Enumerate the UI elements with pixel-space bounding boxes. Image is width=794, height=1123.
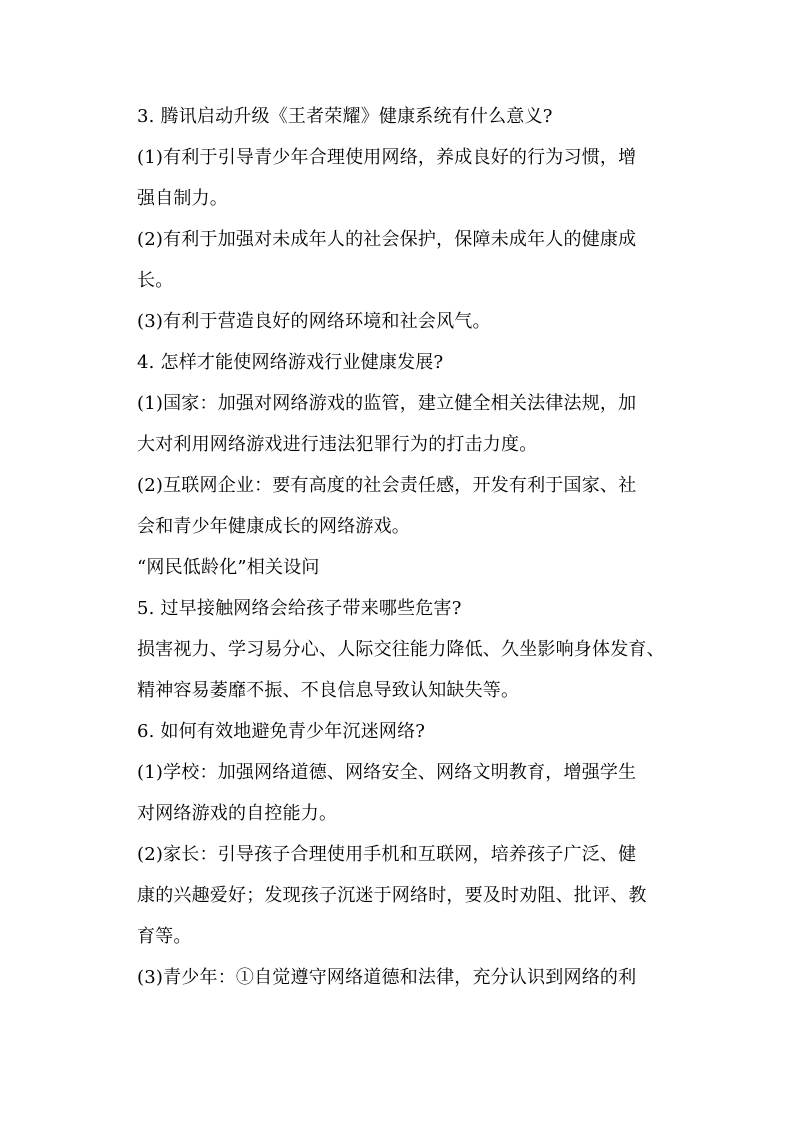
answer-4-point-2-line-1: (2)互联网企业：要有高度的社会责任感，开发有利于国家、社 [137, 475, 637, 496]
answer-3-point-2-line-2: 长。 [137, 270, 174, 291]
answer-6-point-2-line-3: 育等。 [137, 926, 192, 947]
question-5-heading: 5. 过早接触网络会给孩子带来哪些危害? [137, 598, 462, 619]
answer-5-line-1: 损害视力、学习易分心、人际交往能力降低、久坐影响身体发育、 [137, 639, 665, 660]
answer-6-point-1-line-2: 对网络游戏的自控能力。 [137, 803, 338, 824]
answer-3-point-2-line-1: (2)有利于加强对未成年人的社会保护，保障未成年人的健康成 [137, 229, 637, 250]
question-6-heading: 6. 如何有效地避免青少年沉迷网络? [137, 721, 426, 742]
answer-3-point-1-line-1: (1)有利于引导青少年合理使用网络，养成良好的行为习惯，增 [137, 147, 637, 168]
answer-6-point-1-line-1: (1)学校：加强网络道德、网络安全、网络文明教育，增强学生 [137, 762, 637, 783]
document-body [137, 96, 665, 998]
answer-4-point-1-line-1: (1)国家：加强对网络游戏的监管，建立健全相关法律法规，加 [137, 393, 637, 414]
answer-6-point-2-line-1: (2)家长：引导孩子合理使用手机和互联网，培养孩子广泛、健 [137, 844, 637, 865]
answer-6-point-2-line-2: 康的兴趣爱好；发现孩子沉迷于网络时，要及时劝阻、批评、教 [137, 885, 647, 906]
answer-4-point-1-line-2: 大对利用网络游戏进行违法犯罪行为的打击力度。 [137, 434, 538, 455]
answer-3-point-1-line-2: 强自制力。 [137, 188, 228, 209]
section-heading-netizen-age: “网民低龄化”相关设问 [137, 557, 320, 578]
answer-6-point-3-line-1: (3)青少年：①自觉遵守网络道德和法律，充分认识到网络的利 [137, 967, 637, 988]
question-3-heading: 3. 腾讯启动升级《王者荣耀》健康系统有什么意义? [137, 106, 553, 127]
answer-4-point-2-line-2: 会和青少年健康成长的网络游戏。 [137, 516, 410, 537]
answer-3-point-3: (3)有利于营造良好的网络环境和社会风气。 [137, 311, 491, 332]
question-4-heading: 4. 怎样才能使网络游戏行业健康发展? [137, 352, 444, 373]
answer-5-line-2: 精神容易萎靡不振、不良信息导致认知缺失等。 [137, 680, 520, 701]
